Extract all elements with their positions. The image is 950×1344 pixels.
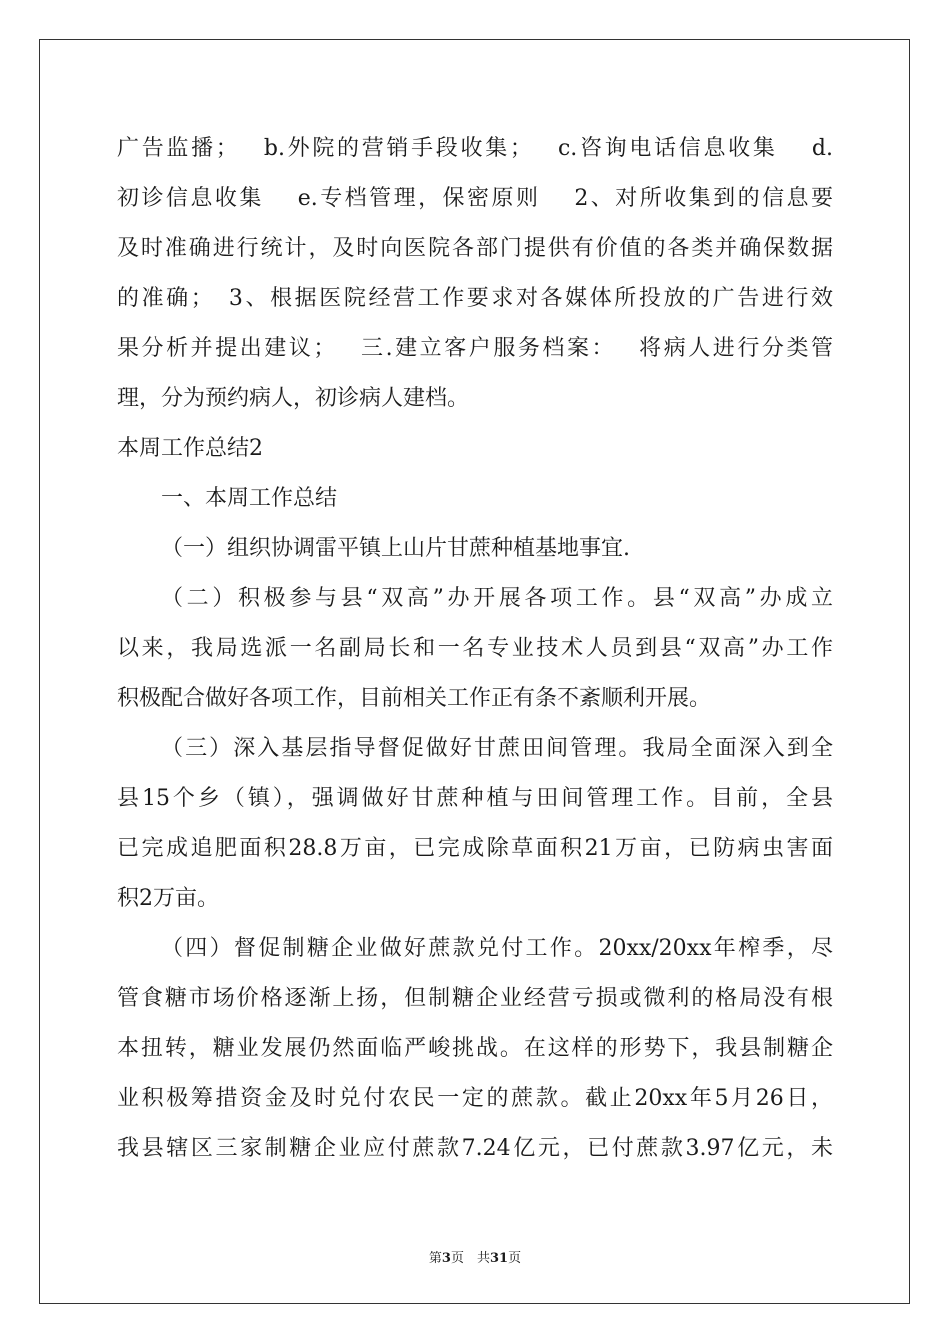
list-item: （四）督促制糖企业做好蔗款兑付工作。20xx/20xx年榨季，尽 xyxy=(161,936,833,961)
total-pages-number: 31 xyxy=(489,1251,509,1266)
footer-prefix: 第 xyxy=(428,1251,442,1266)
text-line: 广告监播； b.外院的营销手段收集； c.咨询电话信息收集 d. xyxy=(117,136,833,161)
text-line: 我县辖区三家制糖企业应付蔗款7.24亿元，已付蔗款3.97亿元，未 xyxy=(117,1136,833,1161)
text-line: 已完成追肥面积28.8万亩，已完成除草面积21万亩，已防病虫害面 xyxy=(117,836,833,861)
text-line: 初诊信息收集 e.专档管理，保密原则 2、对所收集到的信息要 xyxy=(117,186,833,211)
text-line: 以来，我局选派一名副局长和一名专业技术人员到县“双高”办工作 xyxy=(117,636,833,661)
text-line: 及时准确进行统计，及时向医院各部门提供有价值的各类并确保数据 xyxy=(117,236,833,261)
text-line: 积2万亩。 xyxy=(117,886,219,911)
text-line: 的准确； 3、根据医院经营工作要求对各媒体所投放的广告进行效 xyxy=(117,286,833,311)
footer-suffix: 页 xyxy=(508,1251,522,1266)
text-line: 积极配合做好各项工作，目前相关工作正有条不紊顺利开展。 xyxy=(117,686,712,711)
document-body xyxy=(117,124,833,1174)
footer-page-suffix: 页 共 xyxy=(450,1251,490,1266)
list-item: （三）深入基层指导督促做好甘蔗田间管理。我局全面深入到全 xyxy=(161,736,833,761)
text-line: 本扭转，糖业发展仍然面临严峻挑战。在这样的形势下，我县制糖企 xyxy=(117,1036,833,1061)
text-line: 理，分为预约病人，初诊病人建档。 xyxy=(117,386,470,411)
text-line: 管食糖市场价格逐渐上扬，但制糖企业经营亏损或微利的格局没有根 xyxy=(117,986,833,1011)
page-footer xyxy=(0,1247,950,1266)
list-item: （一）组织协调雷平镇上山片甘蔗种植基地事宜. xyxy=(161,536,630,561)
text-line: 果分析并提出建议； 三.建立客户服务档案： 将病人进行分类管 xyxy=(117,336,833,361)
text-line: 业积极筹措资金及时兑付农民一定的蔗款。截止20xx年5月26日， xyxy=(117,1086,833,1111)
text-line: 县15个乡（镇），强调做好甘蔗种植与田间管理工作。目前，全县 xyxy=(117,786,833,811)
current-page-number: 3 xyxy=(441,1251,451,1266)
list-item: （二）积极参与县“双高”办开展各项工作。县“双高”办成立 xyxy=(161,586,833,611)
section-title: 本周工作总结2 xyxy=(117,436,263,461)
heading: 一、本周工作总结 xyxy=(161,486,338,511)
